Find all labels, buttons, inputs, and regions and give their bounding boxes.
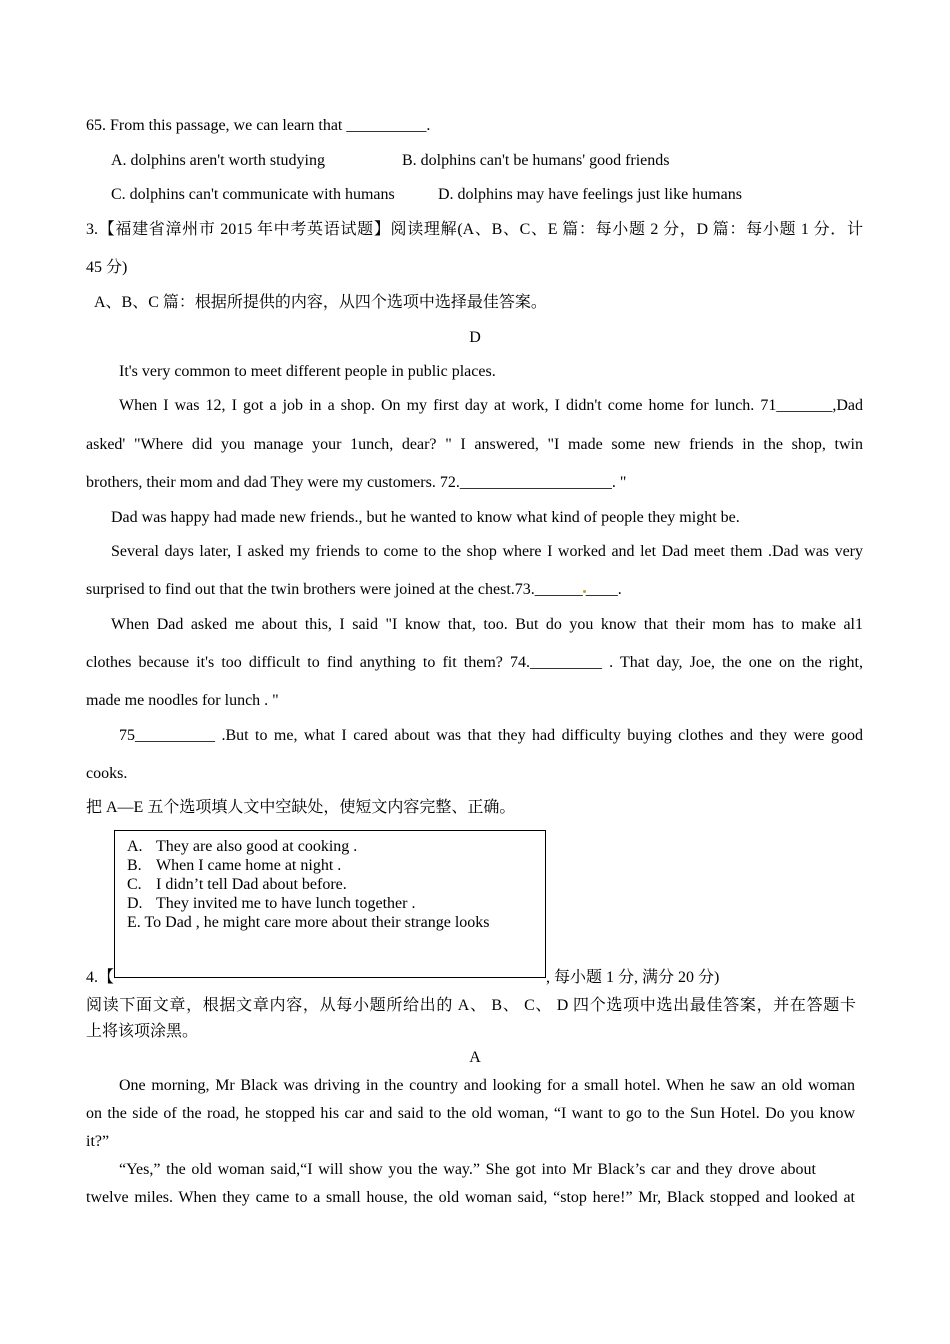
- passage-d-p1: It's very common to meet different people in public places.: [119, 363, 496, 380]
- passage-d-p5-line2: clothes because it's too difficult to find anything to fit them? 74._________ . That day, Joe, the one on the right,: [86, 654, 863, 671]
- passage-d-p2-line3: brothers, their mom and dad They were my customers. 72.___________________. ": [86, 474, 627, 491]
- passage-d-p2-line1: When I was 12, I got a job in a shop. On my first day at work, I didn't come home for lunch. 71_______,Dad: [119, 397, 863, 414]
- option-label: D.: [127, 895, 143, 912]
- options-box: [114, 830, 546, 978]
- passage-a-p2-line2: twelve miles. When they came to a small house, the old woman said, “stop here!” Mr, Black stopped and looked at: [86, 1189, 855, 1206]
- section4-heading-end: , 每小题 1 分, 满分 20 分): [546, 969, 720, 986]
- passage-d-p5-line1: When Dad asked me about this, I said "I know that, too. But do you know that their mom has to make al1: [111, 616, 863, 633]
- section4-instruction-line1: 阅读下面文章，根据文章内容，从每小题所给出的 A、 B、 C、 D 四个选项中选出最佳答案，并在答题卡: [86, 997, 856, 1014]
- passage-d-p3: Dad was happy had made new friends., but he wanted to know what kind of people they might be.: [111, 509, 740, 526]
- option-d: [127, 894, 415, 913]
- q65-option-b: B. dolphins can't be humans' good friends: [402, 152, 670, 169]
- q65-option-c: C. dolphins can't communicate with humans: [111, 186, 395, 203]
- section3-heading-line1: 3.【福建省漳州市 2015 年中考英语试题】阅读理解(A、B、C、E 篇：每小题 2 分，D 篇：每小题 1 分．计: [86, 221, 863, 238]
- section4-instruction-line2: 上将该项涂黑。: [86, 1023, 199, 1040]
- q65-option-d: D. dolphins may have feelings just like humans: [438, 186, 742, 203]
- q65-stem: 65. From this passage, we can learn that __________.: [86, 117, 431, 134]
- option-label: B.: [127, 857, 142, 874]
- passage-d-p6-line1: 75__________ .But to me, what I cared about was that they had difficulty buying clothes and they were good: [119, 727, 863, 744]
- q65-option-a: A. dolphins aren't worth studying: [111, 152, 325, 169]
- passage-d-p4-line2-end: ____.: [585, 581, 622, 598]
- passage-d-p6-line2: cooks.: [86, 765, 128, 782]
- option-c: [127, 875, 347, 894]
- passage-a-letter: A: [469, 1049, 481, 1066]
- section3-instruction: A、B、C 篇：根据所提供的内容，从四个选项中选择最佳答案。: [94, 294, 547, 311]
- section4-heading-start: 4.【: [86, 969, 115, 986]
- option-a: [127, 837, 357, 856]
- option-text: When I came home at night .: [156, 857, 342, 874]
- passage-a-p1-line2: on the side of the road, he stopped his car and said to the old woman, “I want to go to the Sun Hotel. Do you know: [86, 1105, 855, 1122]
- option-text: I didn’t tell Dad about before.: [156, 876, 347, 893]
- passage-d-letter: D: [469, 329, 481, 346]
- passage-a-p1-line3: it?”: [86, 1133, 110, 1150]
- option-e: E. To Dad , he might care more about their strange looks: [127, 914, 490, 931]
- option-text: They are also good at cooking .: [156, 838, 358, 855]
- passage-d-p5-line3: made me noodles for lunch . ": [86, 692, 279, 709]
- passage-a-p1-line1: One morning, Mr Black was driving in the country and looking for a small hotel. When he saw an old woman: [119, 1077, 855, 1094]
- option-b: [127, 856, 341, 875]
- passage-d-p4-line2-text: surprised to find out that the twin brothers were joined at the chest.73.______: [86, 581, 583, 598]
- option-label: A.: [127, 838, 143, 855]
- passage-a-p2-line1: “Yes,” the old woman said,“I will show you the way.” She got into Mr Black’s car and they drove about: [119, 1161, 816, 1178]
- option-text: They invited me to have lunch together .: [156, 895, 416, 912]
- passage-d-p4-line2: [86, 580, 622, 600]
- passage-d-p4-line1: Several days later, I asked my friends to come to the shop where I worked and let Dad meet them .Dad was very: [111, 543, 863, 560]
- section3-heading-line2: 45 分): [86, 259, 128, 276]
- section3-task: 把 A—E 五个选项填人文中空缺处，使短文内容完整、正确。: [86, 799, 516, 816]
- option-label: C.: [127, 876, 142, 893]
- passage-d-p2-line2: asked' "Where did you manage your 1unch, dear? " I answered, "I made some new friends in the shop, twin: [86, 436, 863, 453]
